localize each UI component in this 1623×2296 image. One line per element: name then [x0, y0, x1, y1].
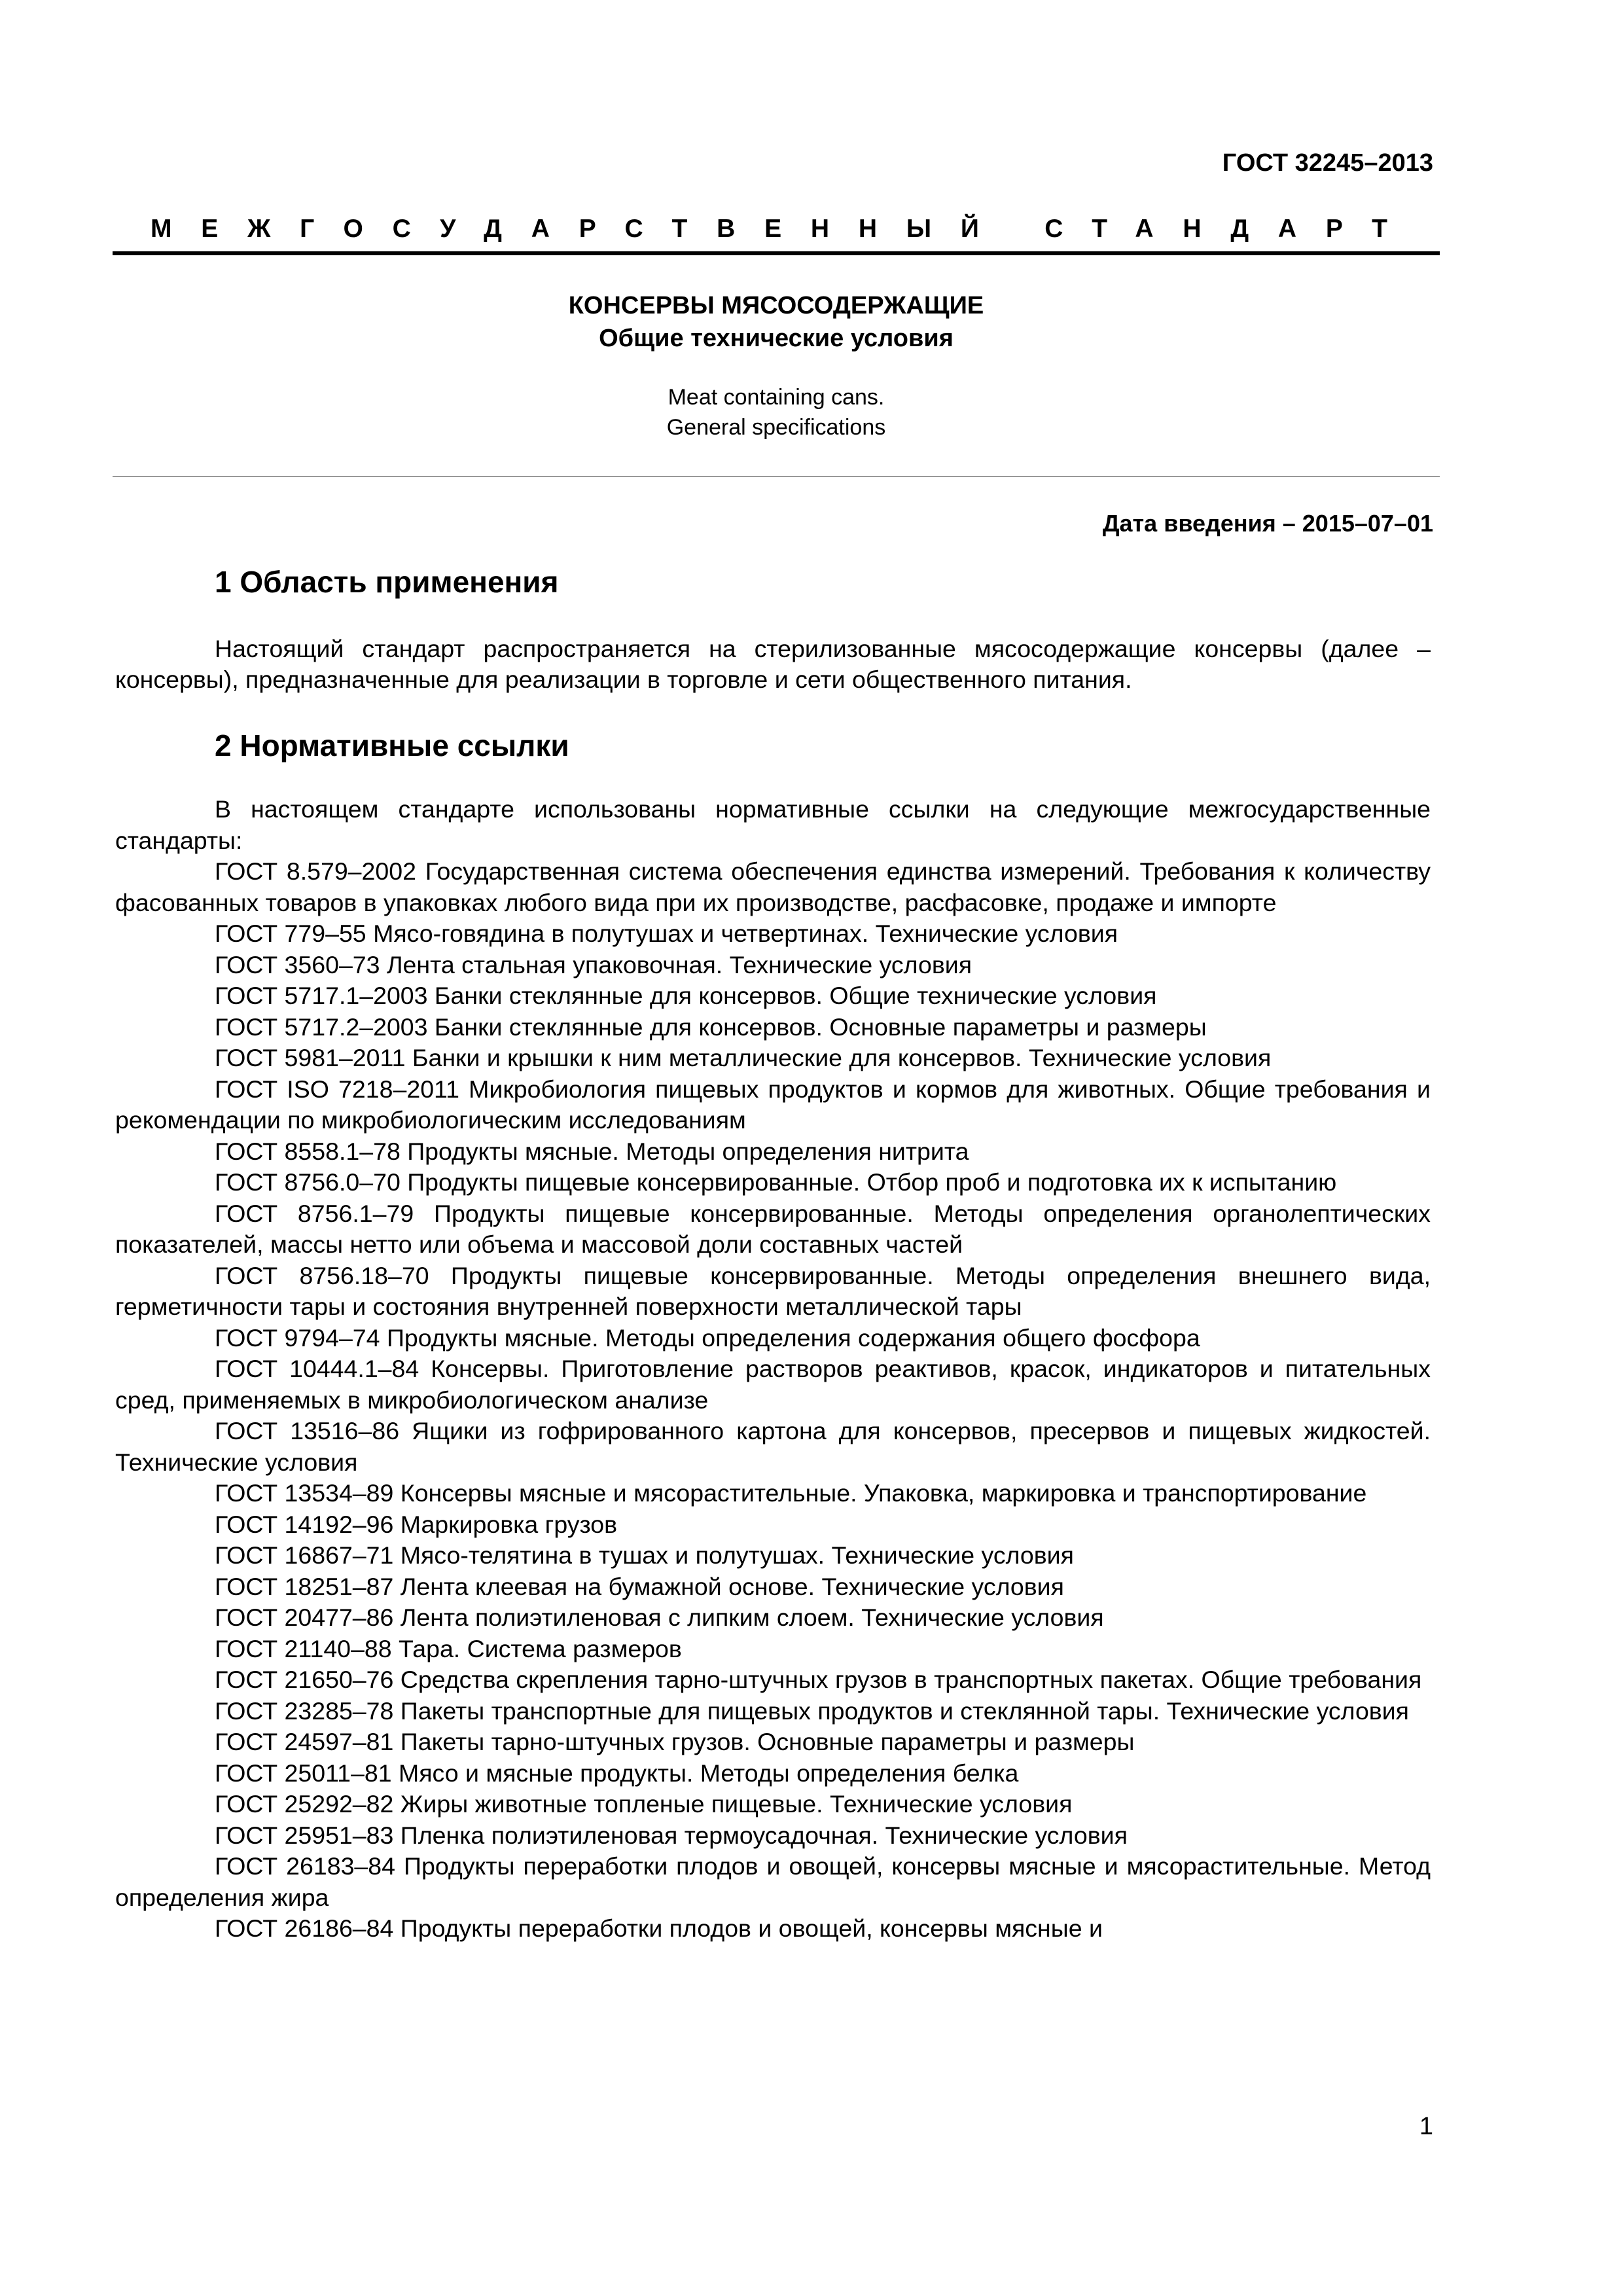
reference-item: ГОСТ 13534–89 Консервы мясные и мясорастительные. Упаковка, маркировка и транспортирование [215, 1479, 1367, 1507]
document-code: ГОСТ 32245–2013 [1222, 149, 1433, 177]
reference-item: ГОСТ 18251–87 Лента клеевая на бумажной основе. Технические условия [215, 1572, 1064, 1600]
header-rule [113, 251, 1440, 255]
reference-item: ГОСТ 21650–76 Средства скрепления тарно-штучных грузов в транспортных пакетах. Общие требования [215, 1666, 1422, 1693]
document-subtitle-english: General specifications [666, 415, 886, 440]
reference-item: ГОСТ 25951–83 Пленка полиэтиленовая термоусадочная. Технические условия [215, 1821, 1128, 1849]
reference-item: ГОСТ 13516–86 Ящики из гофрированного картона для консервов, пресервов и пищевых жидкостей. Технические условия [115, 1417, 1431, 1476]
references-items [115, 856, 1431, 1945]
reference-item: ГОСТ 5717.1–2003 Банки стеклянные для консервов. Общие технические условия [215, 982, 1157, 1009]
reference-item: ГОСТ 8756.1–79 Продукты пищевые консервированные. Методы определения органолептических показателей, массы нетто или объема и массовой доли составных частей [115, 1199, 1431, 1258]
reference-item: ГОСТ 25011–81 Мясо и мясные продукты. Методы определения белка [215, 1759, 1019, 1787]
reference-item: ГОСТ 26186–84 Продукты переработки плодов и овощей, консервы мясные и [215, 1914, 1103, 1942]
title-block [113, 289, 1440, 442]
document-title-english: Meat containing cans. [668, 385, 885, 410]
page-number: 1 [1419, 2113, 1433, 2140]
reference-item: ГОСТ 779–55 Мясо-говядина в полутушах и четвертинах. Технические условия [215, 920, 1118, 947]
reference-item: ГОСТ 14192–96 Маркировка грузов [215, 1510, 618, 1538]
reference-item: ГОСТ 24597–81 Пакеты тарно-штучных грузов. Основные параметры и размеры [215, 1728, 1135, 1755]
reference-item: ГОСТ 5981–2011 Банки и крышки к ним металлические для консервов. Технические условия [215, 1044, 1272, 1071]
reference-item: ГОСТ 20477–86 Лента полиэтиленовая с липким слоем. Технические условия [215, 1604, 1104, 1631]
interstate-standard-text: МЕЖГОСУДАРСТВЕННЫЙ СТАНДАРТ [151, 215, 1417, 243]
document-title: КОНСЕРВЫ МЯСОСОДЕРЖАЩИЕ [568, 292, 984, 319]
reference-item: ГОСТ 26183–84 Продукты переработки плодов и овощей, консервы мясные и мясорастительные. Метод определения жира [115, 1852, 1431, 1911]
reference-item: ГОСТ 5717.2–2003 Банки стеклянные для консервов. Основные параметры и размеры [215, 1013, 1207, 1041]
reference-item: ГОСТ 16867–71 Мясо-телятина в тушах и полутушах. Технические условия [215, 1541, 1074, 1569]
interstate-standard-banner [151, 215, 1417, 243]
references-list [115, 794, 1431, 1945]
reference-item: ГОСТ 23285–78 Пакеты транспортные для пищевых продуктов и стеклянной тары. Технические условия [215, 1696, 1409, 1725]
reference-item: ГОСТ ISO 7218–2011 Микробиология пищевых продуктов и кормов для животных. Общие требования и рекомендации по микробиологическим исследованиям [115, 1075, 1431, 1134]
section-2-heading: 2 Нормативные ссылки [215, 728, 569, 762]
reference-item: ГОСТ 9794–74 Продукты мясные. Методы определения содержания общего фосфора [215, 1323, 1200, 1352]
reference-item: ГОСТ 8756.18–70 Продукты пищевые консервированные. Методы определения внешнего вида, герметичности тары и состояния внутренней поверхности металлической тары [115, 1261, 1431, 1320]
reference-item: ГОСТ 21140–88 Тара. Система размеров [215, 1634, 682, 1662]
introduction-date: Дата введения – 2015–07–01 [1102, 510, 1433, 537]
reference-item: ГОСТ 8.579–2002 Государственная система обеспечения единства измерений. Требования к количеству фасованных товаров в упаковках любого вида при их производстве, расфасовке, продаже и импорте [115, 857, 1431, 916]
reference-item: ГОСТ 8558.1–78 Продукты мясные. Методы определения нитрита [215, 1137, 969, 1165]
title-divider [113, 476, 1440, 477]
reference-item: ГОСТ 25292–82 Жиры животные топленые пищевые. Технические условия [215, 1790, 1073, 1818]
document-subtitle: Общие технические условия [599, 325, 954, 352]
reference-item: ГОСТ 3560–73 Лента стальная упаковочная. Технические условия [215, 950, 972, 978]
section-1-text [115, 634, 1431, 695]
references-intro: В настоящем стандарте использованы нормативные ссылки на следующие межгосударственные стандарты: [115, 795, 1431, 854]
section-1-body: Настоящий стандарт распространяется на стерилизованные мясосодержащие консервы (далее – консервы), предназначенные для реализации в торговле и сети общественного питания. [115, 635, 1431, 693]
reference-item: ГОСТ 10444.1–84 Консервы. Приготовление растворов реактивов, красок, индикаторов и питательных сред, применяемых в микробиологическом анализе [115, 1355, 1431, 1414]
reference-item: ГОСТ 8756.0–70 Продукты пищевые консервированные. Отбор проб и подготовка их к испытанию [215, 1168, 1337, 1196]
section-1-heading: 1 Область применения [215, 565, 559, 599]
